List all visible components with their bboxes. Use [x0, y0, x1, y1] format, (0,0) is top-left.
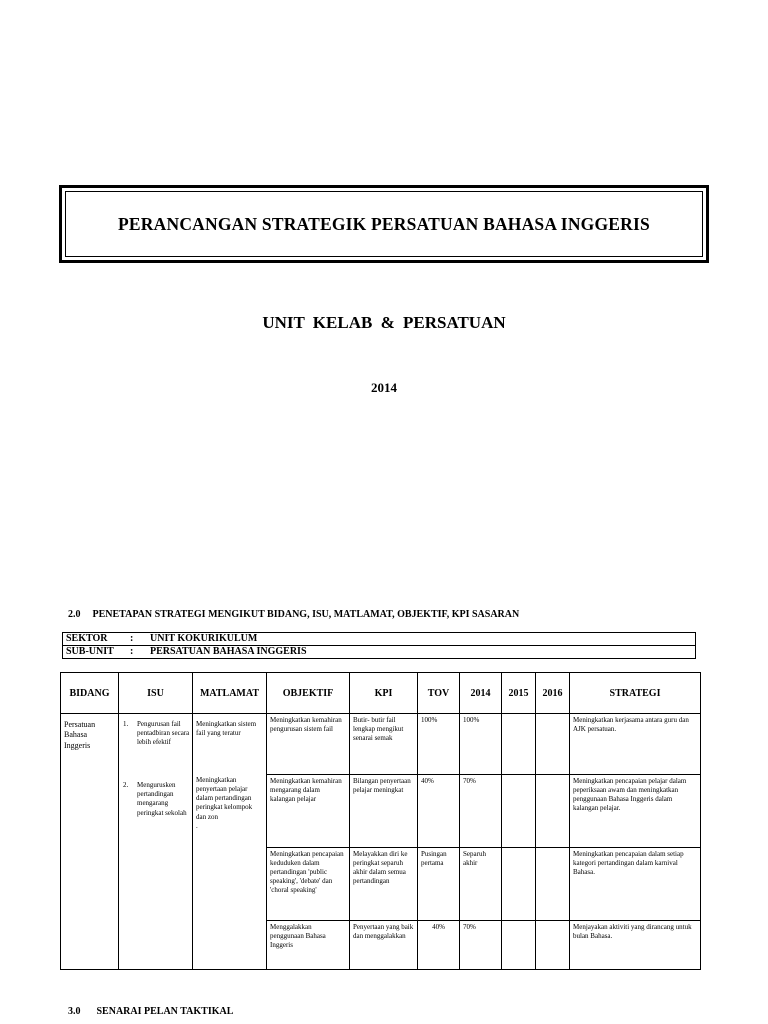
strategi-cell: Meningkatkan pencapaian dalam setiap kategori pertandingan dalam karnival Bahasa.: [570, 848, 701, 921]
matlamat-item: Meningkatkan sistem fail yang teratur: [196, 720, 257, 738]
header-tov: TOV: [418, 673, 460, 714]
table-row: [61, 714, 701, 775]
isu-item: [123, 781, 190, 817]
strategy-table: [60, 672, 701, 970]
year-heading: 2014: [371, 380, 397, 395]
header-bidang: BIDANG: [61, 673, 119, 714]
target-2015-cell: [502, 775, 536, 848]
section-3-number: 3.0: [68, 1006, 81, 1017]
section-3-heading: [68, 1006, 233, 1017]
subunit-value: PERSATUAN BAHASA INGGERIS: [150, 646, 307, 657]
tov-cell: 40%: [418, 921, 460, 970]
strategi-cell: Meningkatkan pencapaian pelajar dalam peperiksaan awam dan meningkatkan penggunaan Bahasa Inggeris dalam kalangan pelajar.: [570, 775, 701, 848]
header-2016: 2016: [536, 673, 570, 714]
header-strategi: STRATEGI: [570, 673, 701, 714]
kpi-cell: Penyertaan yang baik dan menggalakkan: [350, 921, 418, 970]
subunit-row: [63, 646, 696, 659]
target-2015-cell: [502, 848, 536, 921]
target-2014-cell: 70%: [460, 775, 502, 848]
header-isu: ISU: [119, 673, 193, 714]
bidang-cell: Persatuan Bahasa Inggeris: [61, 714, 119, 970]
header-matlamat: MATLAMAT: [193, 673, 267, 714]
tov-cell: 40%: [418, 775, 460, 848]
tov-cell: Pusingan pertama: [418, 848, 460, 921]
objektif-cell: Meningkatkan kemahiran pengurusan sistem fail: [267, 714, 350, 775]
header-2015: 2015: [502, 673, 536, 714]
title-box-inner: [65, 191, 703, 257]
sektor-row: [63, 633, 696, 646]
objektif-cell: Meningkatkan kemahiran mengarang dalam kalangan pelajar: [267, 775, 350, 848]
unit-heading: UNIT KELAB & PERSATUAN: [262, 313, 506, 332]
section-3-title: SENARAI PELAN TAKTIKAL: [96, 1006, 234, 1017]
kpi-cell: Melayakkan diri ke peringkat separuh akhir dalam semua pertandingan: [350, 848, 418, 921]
table-header-row: [61, 673, 701, 714]
isu-item: [123, 720, 190, 747]
sektor-value: UNIT KOKURIKULUM: [150, 633, 258, 644]
title-box: [59, 185, 709, 263]
subunit-cell: [63, 646, 696, 659]
matlamat-dot: .: [196, 821, 198, 830]
target-2016-cell: [536, 775, 570, 848]
objektif-cell: Menggalakkan penggunaan Bahasa Inggeris: [267, 921, 350, 970]
target-2016-cell: [536, 848, 570, 921]
target-2014-cell: 100%: [460, 714, 502, 775]
kpi-cell: Bilangan penyertaan pelajar meningkat: [350, 775, 418, 848]
kpi-cell: Butir- butir fail lengkap mengikut senarai semak: [350, 714, 418, 775]
isu-number: 1.: [123, 720, 129, 728]
subunit-label: SUB-UNIT: [66, 646, 114, 657]
target-2015-cell: [502, 921, 536, 970]
section-2-number: 2.0: [68, 609, 81, 620]
document-title: PERANCANGAN STRATEGIK PERSATUAN BAHASA INGGERIS: [118, 213, 650, 234]
isu-number: 2.: [123, 781, 129, 790]
sektor-table: [62, 632, 696, 659]
sektor-label: SEKTOR: [66, 633, 108, 644]
header-objektif: OBJEKTIF: [267, 673, 350, 714]
sektor-colon: :: [130, 633, 134, 644]
target-2016-cell: [536, 714, 570, 775]
target-2014-cell: Separuh akhir: [460, 848, 502, 921]
target-2016-cell: [536, 921, 570, 970]
matlamat-item: Meningkatkan penyertaan pelajar dalam pertandingan peringkat kelompok dan zon: [196, 776, 253, 821]
subunit-colon: :: [130, 646, 134, 657]
objektif-cell: Meningkatkan pencapaian keduduken dalam pertandingan 'public speaking', 'debate' dan 'choral speaking': [267, 848, 350, 921]
strategi-cell: Menjayakan aktiviti yang dirancang untuk bulan Bahasa.: [570, 921, 701, 970]
strategi-cell: Meningkatkan kerjasama antara guru dan AJK persatuan.: [570, 714, 701, 775]
sektor-cell: [63, 633, 696, 646]
header-kpi: KPI: [350, 673, 418, 714]
section-2-heading: [68, 609, 519, 620]
target-2014-cell: 70%: [460, 921, 502, 970]
header-2014: 2014: [460, 673, 502, 714]
isu-cell: [119, 714, 193, 970]
isu-text: Pengurusan fail pentadbiran secara lebih efektif: [137, 720, 190, 747]
target-2015-cell: [502, 714, 536, 775]
isu-text: Mengurusken pertandingan mengarang peringkat sekolah: [137, 781, 187, 817]
tov-cell: 100%: [418, 714, 460, 775]
matlamat-cell: [193, 714, 267, 970]
section-2-title: PENETAPAN STRATEGI MENGIKUT BIDANG, ISU, MATLAMAT, OBJEKTIF, KPI SASARAN: [92, 609, 520, 620]
